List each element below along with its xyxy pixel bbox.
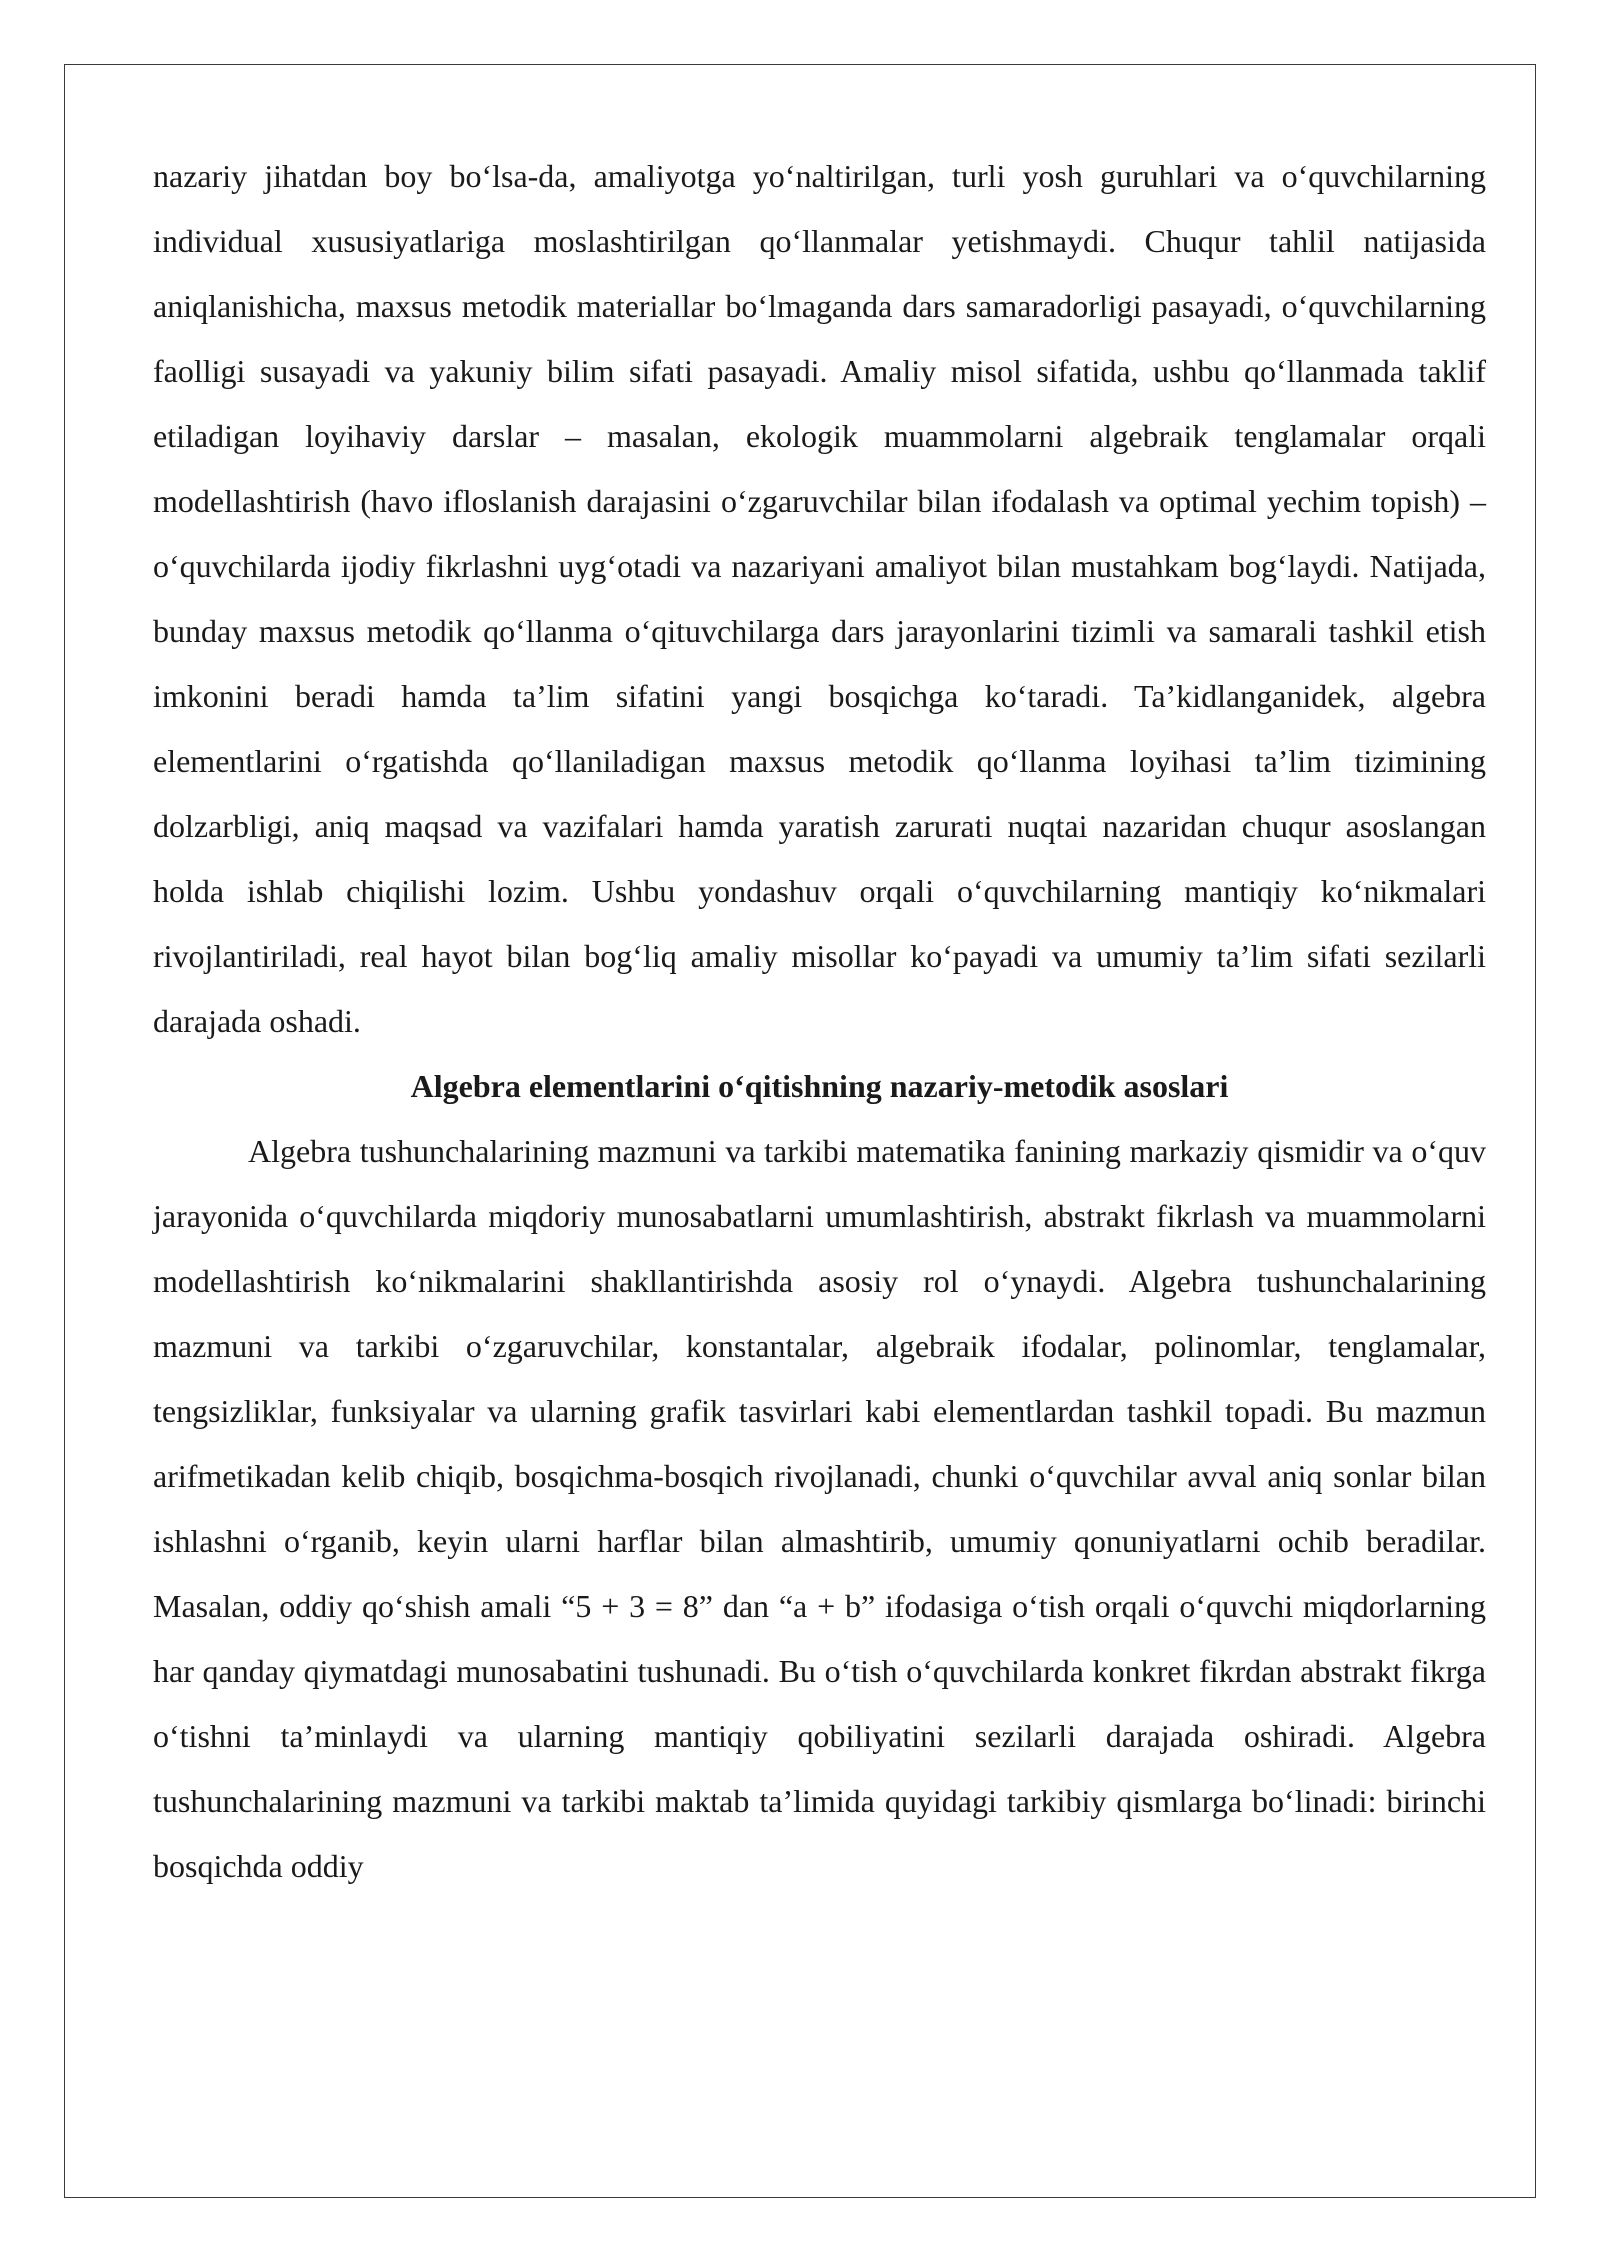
body-paragraph: nazariy jihatdan boy bo‘lsa-da, amaliyotga yo‘naltirilgan, turli yosh guruhlari va o‘quvchilarning individual xususiyatlariga moslashtirilgan qo‘llanmalar yetishmaydi. Chuqur tahlil natijasida aniqlanishicha, maxsus metodik materiallar bo‘lmaganda dars samaradorligi pasayadi, o‘quvchilarning faolligi susayadi va yakuniy bilim sifati pasayadi. Amaliy misol sifatida, ushbu qo‘llanmada taklif etiladigan loyihaviy darslar – masalan, ekologik muammolarni algebraik tenglamalar orqali modellashtirish (havo ifloslanish darajasini o‘zgaruvchilar bilan ifodalash va optimal yechim topish) – o‘quvchilarda ijodiy fikrlashni uyg‘otadi va nazariyani amaliyot bilan mustahkam bog‘laydi. Natijada, bunday maxsus metodik qo‘llanma o‘qituvchilarga dars jarayonlarini tizimli va samarali tashkil etish imkonini beradi hamda ta’lim sifatini yangi bosqichga ko‘taradi. Ta’kidlanganidek, algebra elementlarini o‘rgatishda qo‘llaniladigan maxsus metodik qo‘llanma loyihasi ta’lim tizimining dolzarbligi, aniq maqsad va vazifalari hamda yaratish zarurati nuqtai nazaridan chuqur asoslangan holda ishlab chiqilishi lozim. Ushbu yondashuv orqali o‘quvchilarning mantiqiy ko‘nikmalari rivojlantiriladi, real hayot bilan bog‘liq amaliy misollar ko‘payadi va umumiy ta’lim sifati sezilarli darajada oshadi. xyxy=(153,158,1486,1039)
document-body xyxy=(153,144,1486,1899)
section-heading: Algebra elementlarini o‘qitishning nazariy-metodik asoslari xyxy=(410,1068,1229,1104)
body-paragraph: Algebra tushunchalarining mazmuni va tarkibi matematika fanining markaziy qismidir va o‘quv jarayonida o‘quvchilarda miqdoriy munosabatlarni umumlashtirish, abstrakt fikrlash va muammolarni modellashtirish ko‘nikmalarini shakllantirishda asosiy rol o‘ynaydi. Algebra tushunchalarining mazmuni va tarkibi o‘zgaruvchilar, konstantalar, algebraik ifodalar, polinomlar, tenglamalar, tengsizliklar, funksiyalar va ularning grafik tasvirlari kabi elementlardan tashkil topadi. Bu mazmun arifmetikadan kelib chiqib, bosqichma-bosqich rivojlanadi, chunki o‘quvchilar avval aniq sonlar bilan ishlashni o‘rganib, keyin ularni harflar bilan almashtirib, umumiy qonuniyatlarni ochib beradilar. Masalan, oddiy qo‘shish amali “5 + 3 = 8” dan “a + b” ifodasiga o‘tish orqali o‘quvchi miqdorlarning har qanday qiymatdagi munosabatini tushunadi. Bu o‘tish o‘quvchilarda konkret fikrdan abstrakt fikrga o‘tishni ta’minlaydi va ularning mantiqiy qobiliyatini sezilarli darajada oshiradi. Algebra tushunchalarining mazmuni va tarkibi maktab ta’limida quyidagi tarkibiy qismlarga bo‘linadi: birinchi bosqichda oddiy xyxy=(153,1133,1486,1884)
